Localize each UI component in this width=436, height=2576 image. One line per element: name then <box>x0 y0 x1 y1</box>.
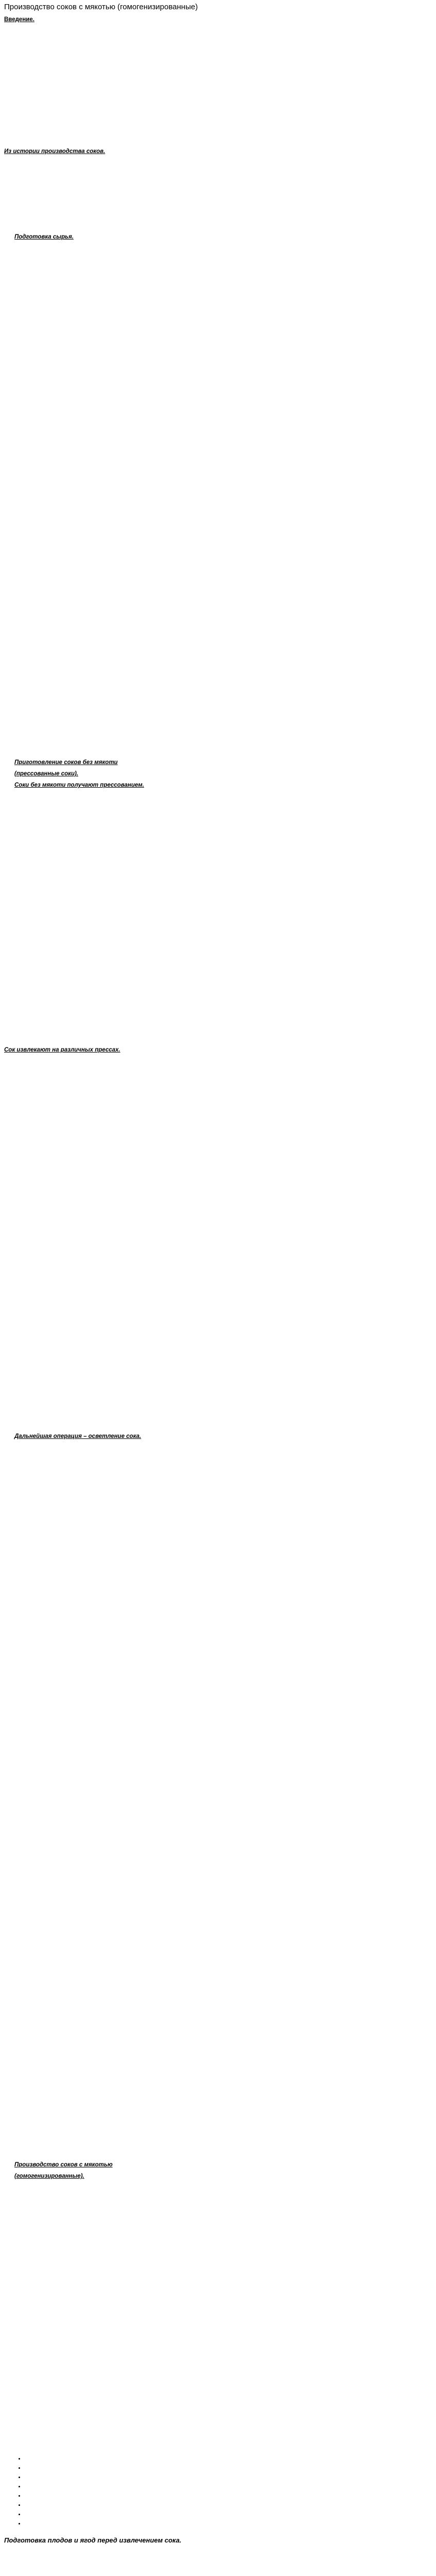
clear-juice-subheading-2: Соки без мякоти получают прессованием. <box>14 782 144 788</box>
clarification-paragraph-11 <box>4 1836 432 1879</box>
clarification-paragraph-3 <box>4 1535 432 1579</box>
clarification-paragraph-7 <box>4 1686 432 1729</box>
list-item <box>25 2482 432 2492</box>
pulp-juice-paragraph-4 <box>4 2321 432 2347</box>
clarification-paragraph-14 <box>4 1958 432 1984</box>
clarification-paragraph-17 <box>4 2062 432 2088</box>
clarification-paragraph-15 <box>4 1987 432 2012</box>
list-item <box>25 2510 432 2519</box>
raw-paragraph-4 <box>4 365 432 408</box>
raw-paragraph-2 <box>4 290 432 315</box>
list-item <box>25 2501 432 2510</box>
clarification-paragraph-8 <box>4 1732 432 1758</box>
operations-caption <box>4 2426 432 2451</box>
raw-paragraph-7 <box>4 486 432 512</box>
intro-heading: Введение. <box>4 16 34 23</box>
extraction-paragraph-2 <box>4 1085 432 1128</box>
clarification-paragraph-18 <box>4 2091 432 2134</box>
pulp-juice-paragraph-6 <box>4 2397 432 2422</box>
raw-paragraph-10 <box>4 608 432 634</box>
clear-juice-paragraph-1 <box>4 791 432 835</box>
clarification-paragraph-1 <box>4 1443 432 1486</box>
clarification-paragraph-13 <box>4 1911 432 1955</box>
list-item <box>25 2519 432 2529</box>
clear-juice-paragraph-6 <box>4 988 432 1014</box>
clear-juice-paragraph-2 <box>4 838 432 863</box>
history-heading: Из истории производства соков. <box>4 148 106 155</box>
operations-list <box>4 2454 432 2529</box>
clarification-paragraph-9 <box>4 1761 432 1804</box>
clear-juice-paragraph-5 <box>4 959 432 985</box>
raw-paragraph-6 <box>4 440 432 483</box>
raw-paragraph-1 <box>4 243 432 286</box>
extraction-paragraph-9 <box>4 1375 432 1400</box>
list-item <box>25 2464 432 2473</box>
pulp-juice-paragraph-2 <box>4 2229 432 2272</box>
clarification-paragraph-12 <box>4 1883 432 1908</box>
clarification-heading: Дальнейшая операция – осветление сока. <box>14 1433 142 1439</box>
clarification-paragraph-5 <box>4 1611 432 1654</box>
pulp-juice-subheading: (гомогенизированные). <box>14 2173 84 2179</box>
clarification-paragraph-4 <box>4 1582 432 1607</box>
extraction-paragraph-10 <box>4 1403 432 1429</box>
raw-paragraph-11 <box>4 637 432 680</box>
clear-juice-paragraph-7 <box>4 1017 432 1043</box>
extraction-paragraph-7 <box>4 1299 432 1325</box>
list-item <box>25 2454 432 2464</box>
clear-juice-paragraph-4 <box>4 913 432 956</box>
extraction-heading: Сок извлекают на различных прессах. <box>4 1047 120 1053</box>
clarification-paragraph-2 <box>4 1489 432 1532</box>
clarification-paragraph-10 <box>4 1807 432 1833</box>
clear-juice-paragraph-3 <box>4 867 432 910</box>
extraction-paragraph-1 <box>4 1056 432 1082</box>
intro-paragraph-1 <box>4 26 432 69</box>
extraction-paragraph-5 <box>4 1207 432 1250</box>
pulp-juice-heading: Производство соков с мякотью <box>14 2162 113 2168</box>
raw-paragraph-8 <box>4 515 432 558</box>
extraction-paragraph-8 <box>4 1328 432 1371</box>
extraction-paragraph-3 <box>4 1131 432 1175</box>
pulp-juice-paragraph-3 <box>4 2275 432 2318</box>
intro-paragraph-3 <box>4 118 432 144</box>
extraction-paragraph-6 <box>4 1253 432 1296</box>
clear-juice-heading: Приготовление соков без мякоти <box>14 759 118 766</box>
tech-paragraph-2 <box>4 730 432 755</box>
raw-paragraph-3 <box>4 318 432 362</box>
clear-juice-subheading: (прессованные соки). <box>14 771 79 777</box>
clarification-paragraph-6 <box>4 1657 432 1683</box>
history-paragraph-1 <box>4 158 432 183</box>
intro-paragraph-2 <box>4 72 432 115</box>
document-title: Производство соков с мякотью (гомогенизированные) <box>4 3 198 11</box>
extraction-paragraph-4 <box>4 1178 432 1204</box>
tech-paragraph-1 <box>4 683 432 726</box>
pulp-juice-paragraph-5 <box>4 2350 432 2394</box>
raw-paragraph-9 <box>4 562 432 605</box>
clarification-paragraph-16 <box>4 2015 432 2059</box>
section-gap <box>4 2137 432 2158</box>
raw-paragraph-5 <box>4 411 432 437</box>
list-item <box>25 2492 432 2501</box>
pulp-juice-paragraph-1 <box>4 2182 432 2226</box>
list-item <box>25 2473 432 2482</box>
history-paragraph-2 <box>4 187 432 230</box>
raw-material-heading: Подготовка сырья. <box>14 234 74 240</box>
footer-heading: Подготовка плодов и ягод перед извлечением сока. <box>4 2536 182 2544</box>
